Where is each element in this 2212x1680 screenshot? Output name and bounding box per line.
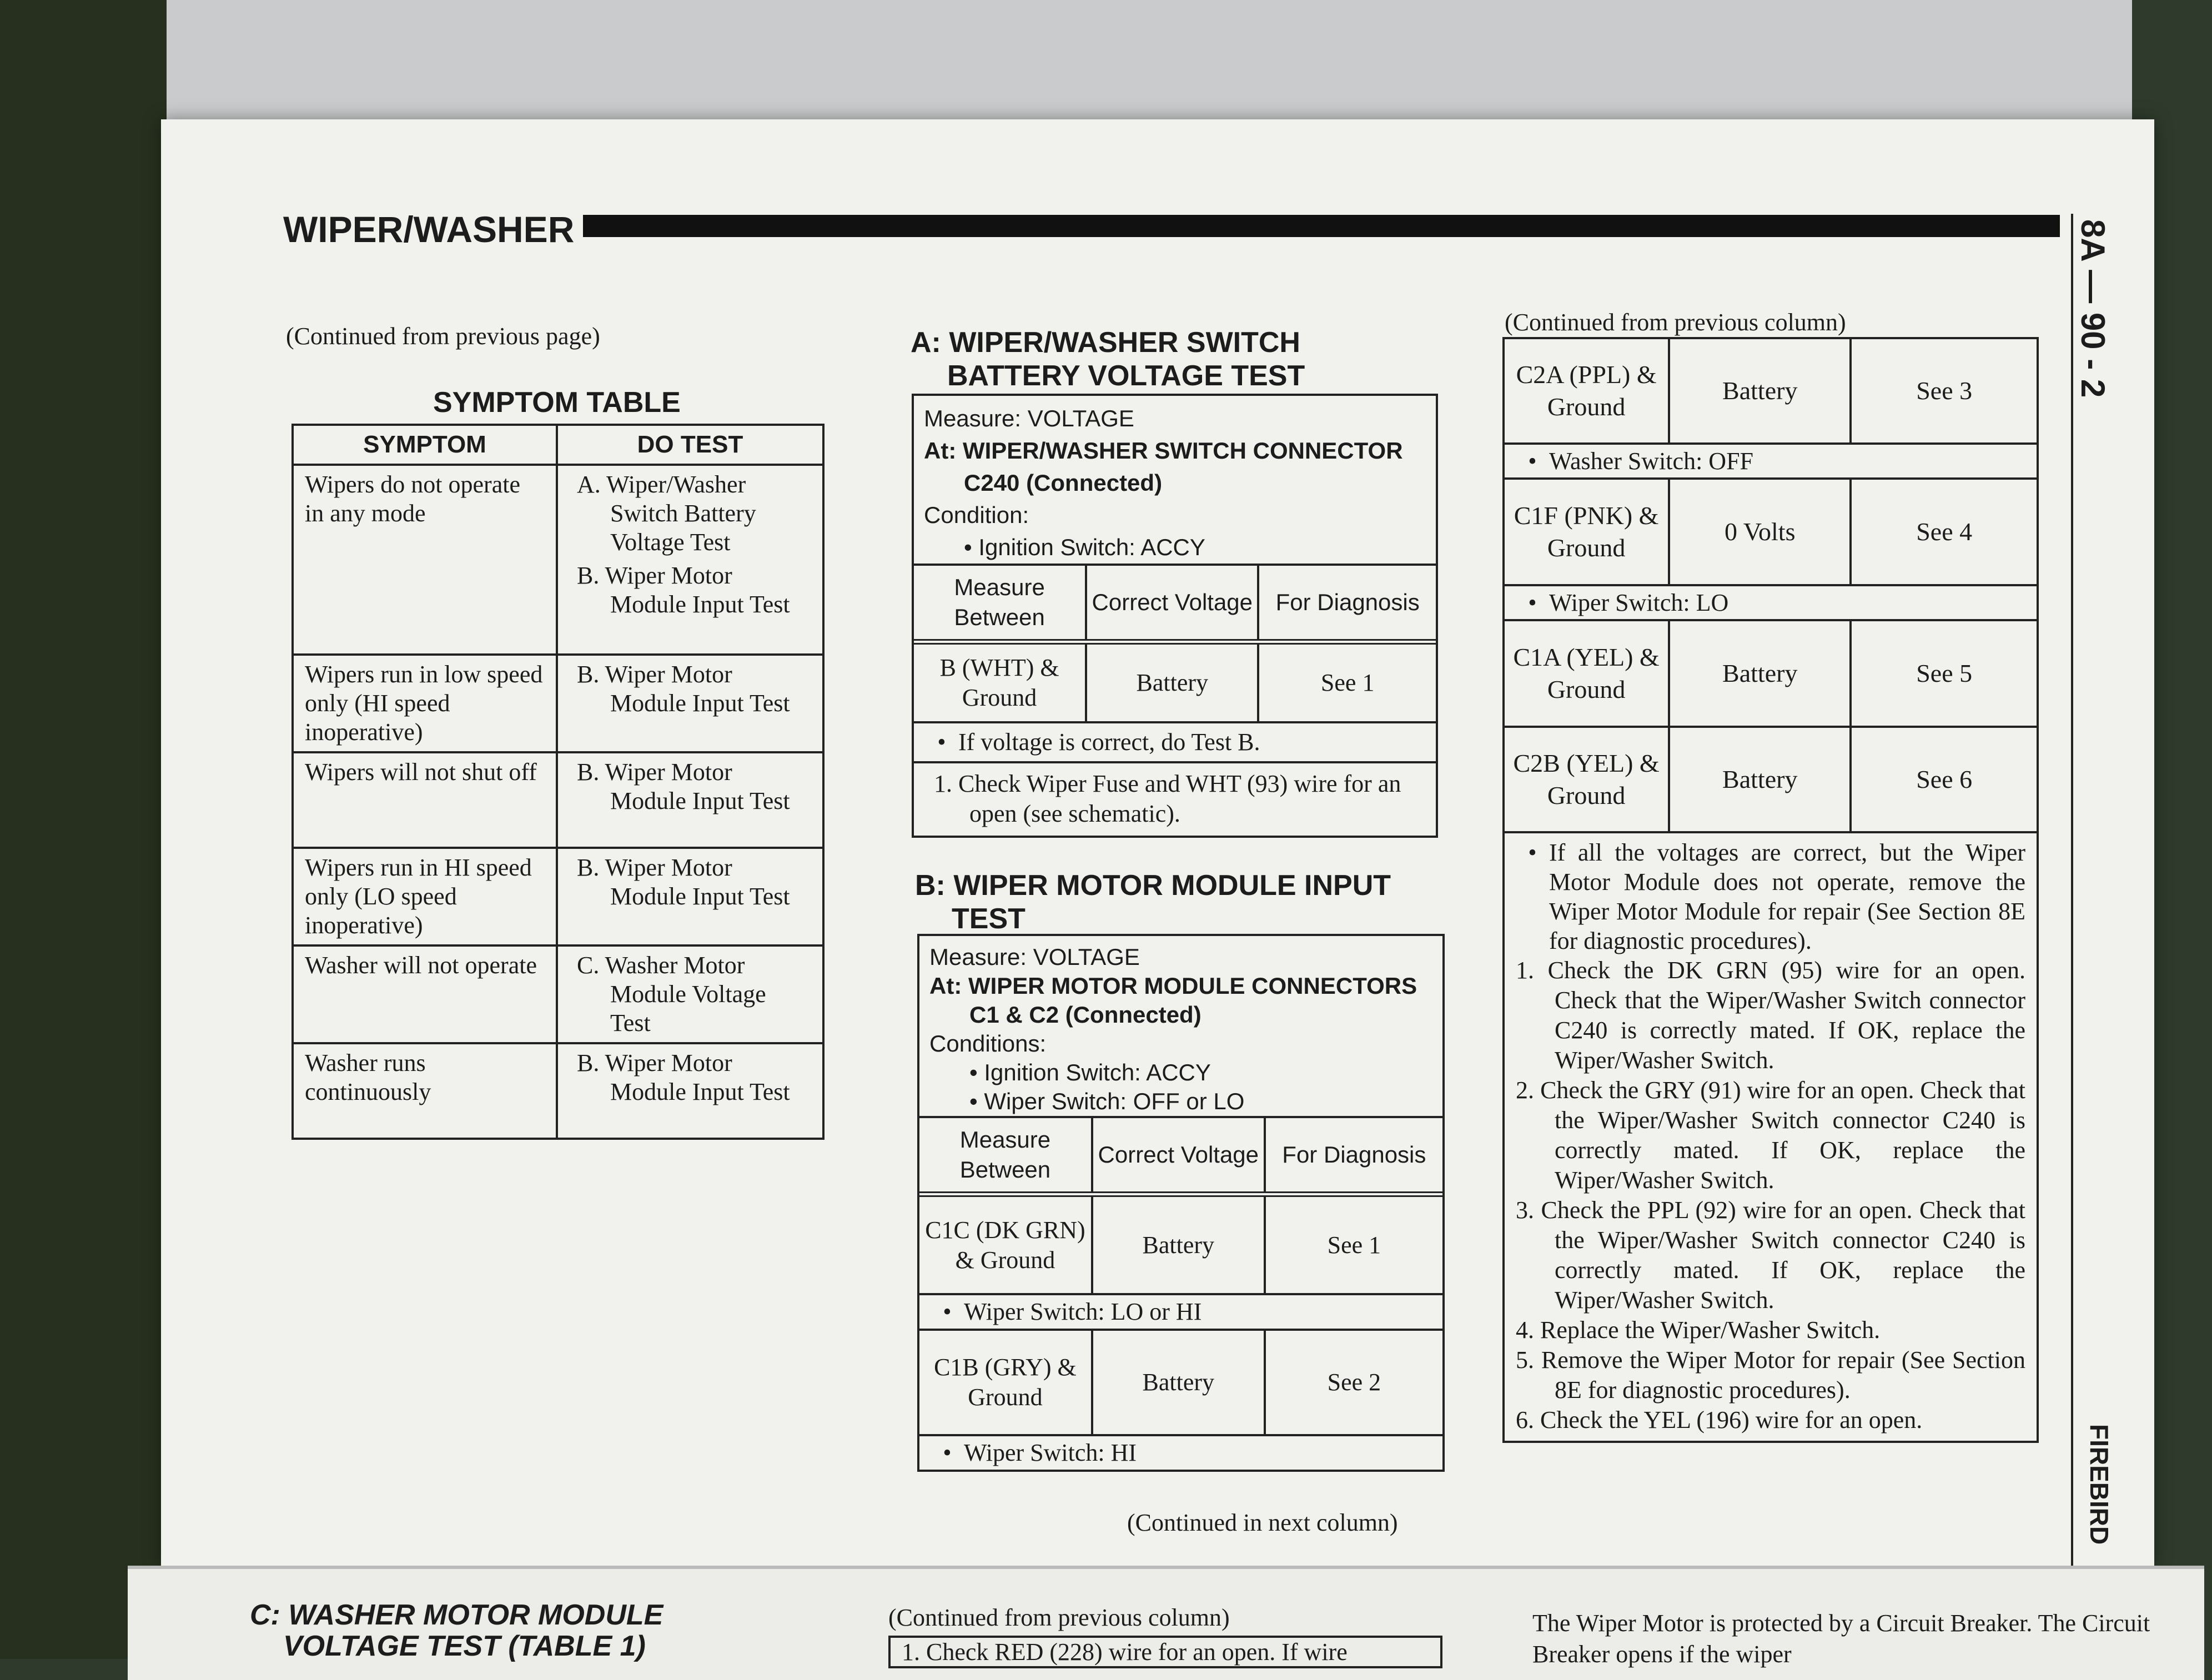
col-correct-voltage: Correct Voltage <box>1086 565 1258 642</box>
next-page-continued: (Continued from previous column) <box>888 1604 1230 1631</box>
test-c-title <box>250 1599 663 1662</box>
separator-row <box>1502 445 2039 480</box>
test-b-condition-2-text: Wiper Switch: OFF or LO <box>984 1088 1245 1114</box>
test-ref: B. Wiper Motor Module Input Test <box>577 661 790 717</box>
right-step-6: 6. Check the YEL (196) wire for an open. <box>1516 1406 1923 1433</box>
measure-between-cell: C1F (PNK) & Ground <box>1504 480 1669 585</box>
separator-row <box>919 1294 1442 1330</box>
test-b-title-line2: TEST <box>952 903 1025 935</box>
continued-next-note: (Continued in next column) <box>1127 1509 1398 1536</box>
col-for-diagnosis: For Diagnosis <box>1265 1117 1442 1194</box>
test-a-grid <box>914 564 1436 723</box>
test-b-measure: Measure: VOLTAGE <box>929 944 1140 970</box>
test-ref: B. Wiper Motor Module Input Test <box>577 854 790 910</box>
symptom-cell: Wipers do not operate in any mode <box>293 465 557 655</box>
table-row <box>1504 621 2038 727</box>
table-row <box>293 848 823 945</box>
header-rule <box>583 215 2060 237</box>
test-a-condition-label: Condition: <box>924 502 1029 528</box>
diagnosis-cell: See 3 <box>1851 338 2038 444</box>
do-test-header: DO TEST <box>557 425 823 465</box>
diagnosis-cell: See 2 <box>1265 1330 1442 1435</box>
voltage-cell: 0 Volts <box>1669 480 1851 585</box>
voltage-cell: Battery <box>1092 1330 1265 1435</box>
symptom-cell: Washer runs continuously <box>293 1043 557 1139</box>
background-surface <box>0 0 167 1659</box>
diagnosis-cell: See 1 <box>1258 642 1436 722</box>
symptom-cell: Wipers run in HI speed only (LO speed inoperative) <box>293 848 557 945</box>
test-b-condition-label: Conditions: <box>929 1030 1047 1057</box>
separator-cell <box>919 1294 1442 1330</box>
separator-text: Wiper Switch: HI <box>964 1439 1137 1466</box>
test-a-condition-text: Ignition Switch: ACCY <box>978 534 1205 560</box>
test-a-measure: Measure: VOLTAGE <box>924 405 1134 431</box>
right-grid-3 <box>1502 621 2039 833</box>
test-a-note-text: If voltage is correct, do Test B. <box>958 728 1260 756</box>
test-ref: C. Washer Motor Module Voltage Test <box>577 952 766 1037</box>
table-row <box>919 1330 1442 1435</box>
symptom-cell: Wipers will not shut off <box>293 752 557 848</box>
table-row <box>293 465 823 655</box>
next-page-step: 1. Check RED (228) wire for an open. If wire <box>888 1636 1442 1668</box>
symptom-cell: Wipers run in low speed only (HI speed inoperative) <box>293 655 557 752</box>
right-step-5: 5. Remove the Wiper Motor for repair (See Section 8E for diagnostic procedures). <box>1516 1346 2025 1404</box>
test-b-condition-1-text: Ignition Switch: ACCY <box>984 1059 1211 1085</box>
grid-header <box>914 565 1436 642</box>
test-b-box <box>917 934 1445 1472</box>
voltage-cell: Battery <box>1669 338 1851 444</box>
measure-between-cell: C1C (DK GRN) & Ground <box>919 1194 1092 1294</box>
separator-text: Wiper Switch: LO <box>1549 589 1729 616</box>
right-steps <box>1516 955 2025 1435</box>
test-b-title-line1: B: WIPER MOTOR MODULE INPUT <box>915 869 1391 902</box>
page-header-title: WIPER/WASHER <box>283 209 575 250</box>
right-grid-1 <box>1502 337 2039 445</box>
right-step-2: 2. Check the GRY (91) wire for an open. Check that the Wiper/Washer Switch connector C240 is correctly mated. If OK, replace the Wiper/Washer Switch. <box>1516 1077 2025 1194</box>
test-a-title-line2: BATTERY VOLTAGE TEST <box>947 360 1305 392</box>
voltage-cell: Battery <box>1092 1194 1265 1294</box>
symptom-table <box>291 424 825 1140</box>
right-step-3: 3. Check the PPL (92) wire for an open. Check that the Wiper/Washer Switch connector C240 is correctly mated. If OK, replace the Wiper/Washer Switch. <box>1516 1196 2025 1314</box>
symptom-header: SYMPTOM <box>293 425 557 465</box>
separator-row <box>919 1435 1442 1470</box>
test-b-condition-2: • Wiper Switch: OFF or LO <box>969 1088 1245 1114</box>
separator-row <box>1502 586 2039 621</box>
test-a-box <box>912 394 1438 838</box>
test-ref: B. Wiper Motor Module Input Test <box>577 562 790 618</box>
test-a-step-1: 1. Check Wiper Fuse and WHT (93) wire for an open (see schematic). <box>934 770 1401 827</box>
test-ref: B. Wiper Motor Module Input Test <box>577 1049 790 1105</box>
test-cell <box>557 945 823 1043</box>
separator-text: Wiper Switch: LO or HI <box>964 1298 1202 1325</box>
test-cell <box>557 655 823 752</box>
test-a-at: At: WIPER/WASHER SWITCH CONNECTOR <box>924 437 1403 464</box>
section-code: 8A — 90 - 2 <box>2074 219 2112 398</box>
left-continued-note: (Continued from previous page) <box>286 323 600 350</box>
col-measure-between: Measure Between <box>919 1117 1092 1194</box>
table-row <box>919 1194 1442 1294</box>
separator-cell <box>919 1435 1442 1470</box>
right-grid-2 <box>1502 480 2039 586</box>
test-ref: B. Wiper Motor Module Input Test <box>577 758 790 814</box>
test-cell <box>557 752 823 848</box>
test-a-note <box>914 723 1436 761</box>
table-row <box>293 945 823 1043</box>
table-row <box>293 752 823 848</box>
table-row <box>293 655 823 752</box>
test-a-conditions <box>914 396 1436 564</box>
voltage-cell: Battery <box>1086 642 1258 722</box>
test-c-title-line2: VOLTAGE TEST (TABLE 1) <box>283 1630 646 1662</box>
table-row <box>914 642 1436 722</box>
voltage-cell: Battery <box>1669 621 1851 727</box>
test-c-title-line1: C: WASHER MOTOR MODULE <box>250 1599 663 1631</box>
next-page-right-text: The Wiper Motor is protected by a Circuit Breaker. The Circuit Breaker opens if the wiper <box>1532 1609 2150 1668</box>
measure-between-cell: C1B (GRY) & Ground <box>919 1330 1092 1435</box>
diagnosis-cell: See 1 <box>1265 1194 1442 1294</box>
table-row <box>1504 338 2038 444</box>
right-notes <box>1502 833 2039 1443</box>
table-row <box>1504 480 2038 585</box>
diagnosis-cell: See 5 <box>1851 621 2038 727</box>
separator-text: Washer Switch: OFF <box>1549 447 1754 475</box>
measure-between-cell: C1A (YEL) & Ground <box>1504 621 1669 727</box>
measure-between-cell: C2A (PPL) & Ground <box>1504 338 1669 444</box>
test-a-connector: C240 (Connected) <box>964 470 1163 496</box>
right-step-4: 4. Replace the Wiper/Washer Switch. <box>1516 1316 1881 1344</box>
diagnosis-cell: See 6 <box>1851 727 2038 832</box>
test-b-title <box>915 869 1391 935</box>
table-row <box>1504 727 2038 832</box>
test-a-title-line1: A: WIPER/WASHER SWITCH <box>911 326 1300 359</box>
right-table <box>1502 337 2039 1443</box>
col-for-diagnosis: For Diagnosis <box>1258 565 1436 642</box>
test-a-steps <box>914 761 1436 836</box>
col-correct-voltage: Correct Voltage <box>1092 1117 1265 1194</box>
col-measure-between: Measure Between <box>914 565 1086 642</box>
grid-header <box>919 1117 1442 1194</box>
test-b-at: At: WIPER MOTOR MODULE CONNECTORS <box>929 973 1417 999</box>
measure-between-cell: B (WHT) & Ground <box>914 642 1086 722</box>
right-step-1: 1. Check the DK GRN (95) wire for an open. Check that the Wiper/Washer Switch connector C240 is correctly mated. If OK, replace the Wiper/Washer Switch. <box>1516 957 2025 1074</box>
model-label: FIREBIRD <box>2085 1424 2114 1545</box>
manual-page <box>161 119 2154 1568</box>
symptom-table-title: SYMPTOM TABLE <box>433 386 681 419</box>
right-note-text: If all the voltages are correct, but the Wiper Motor Module does not operate, remove the Wiper Motor Module for repair (See Section 8E for diagnostic procedures). <box>1549 839 2025 954</box>
test-a-condition: • Ignition Switch: ACCY <box>964 534 1205 560</box>
test-ref: A. Wiper/Washer Switch Battery Voltage Test <box>577 471 756 556</box>
test-b-condition-1: • Ignition Switch: ACCY <box>969 1059 1211 1085</box>
right-continued-note: (Continued from previous column) <box>1505 309 1846 336</box>
diagnosis-cell: See 4 <box>1851 480 2038 585</box>
measure-between-cell: C2B (YEL) & Ground <box>1504 727 1669 832</box>
test-cell <box>557 465 823 655</box>
table-row <box>293 1043 823 1139</box>
test-b-conditions <box>919 936 1442 1116</box>
test-a-title <box>911 326 1305 393</box>
test-cell <box>557 1043 823 1139</box>
right-note: • If all the voltages are correct, but the Wiper Motor Module does not operate, remove the Wiper Motor Module for repair (See Section 8E for diagnostic procedures). <box>1528 839 2025 954</box>
voltage-cell: Battery <box>1669 727 1851 832</box>
test-cell <box>557 848 823 945</box>
side-rule <box>2071 214 2073 1646</box>
test-b-connector: C1 & C2 (Connected) <box>969 1002 1201 1028</box>
next-page-strip <box>128 1566 2204 1680</box>
symptom-cell: Washer will not operate <box>293 945 557 1043</box>
test-b-grid <box>919 1116 1442 1470</box>
